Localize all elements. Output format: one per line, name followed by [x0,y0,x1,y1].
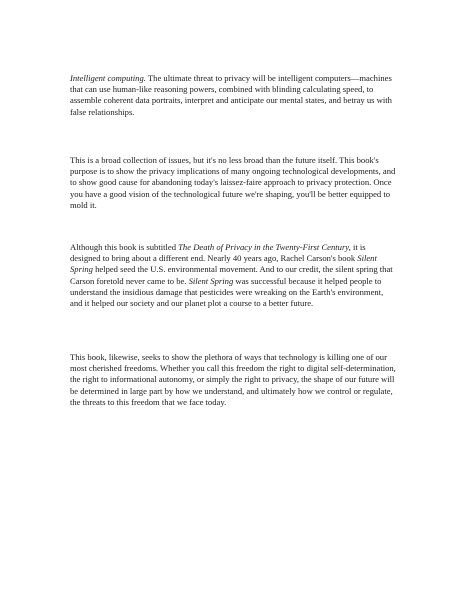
book-title-italic: Silent Spring [70,253,377,275]
paragraph-cherished-freedoms: This book, likewise, seeks to show the plethora of ways that technology is killing one of our most cherished freedoms. Whether you call this freedom the right to digital self-determination, the right to informational autonomy, or simply the right to privacy, the shape of our future will be determined in large part by how we understand, and ultimately how we control or regulate, the threats to this freedom that we face today. [70,352,396,407]
paragraph-text-segment: it is designed to bring about a different end. Nearly 40 years ago, Rachel Carson's book [70,242,366,264]
paragraph-text: The ultimate threat to privacy will be intelligent computers—machines that can use human-like reasoning powers, combined with blinding calculating speed, to assemble coherent data portraits, interpret and anticipate our mental states, and betray us with false relationships. [70,73,392,117]
paragraph-book-purpose: This is a broad collection of issues, but it's no less broad than the future itself. This book's purpose is to show the privacy implications of many ongoing technological developments, and to show good cause for abandoning today's laissez-faire approach to privacy protection. Once you have a good vision of the technological future we're shaping, you'll be better equipped to mold it. [70,155,396,210]
paragraph-intelligent-computing [70,73,396,118]
paragraph-text-segment: Although this book is subtitled [70,242,179,252]
paragraph-text-segment: was successful because it helped people to understand the insidious damage that pesticides were wreaking on the Earth's environment, and it helped our society and our planet plot a course to a better future. [70,275,384,309]
paragraph-text-segment: helped seed the U.S. environmental movement. And to our credit, the silent spring that Carson foretold never came to be. [70,264,393,286]
paragraph-silent-spring [70,242,396,309]
book-title-italic: Silent Spring [188,275,234,286]
book-subtitle-italic: The Death of Privacy in the Twenty-First Century, [178,242,351,252]
paragraph-lead-italic: Intelligent computing. [70,73,146,83]
